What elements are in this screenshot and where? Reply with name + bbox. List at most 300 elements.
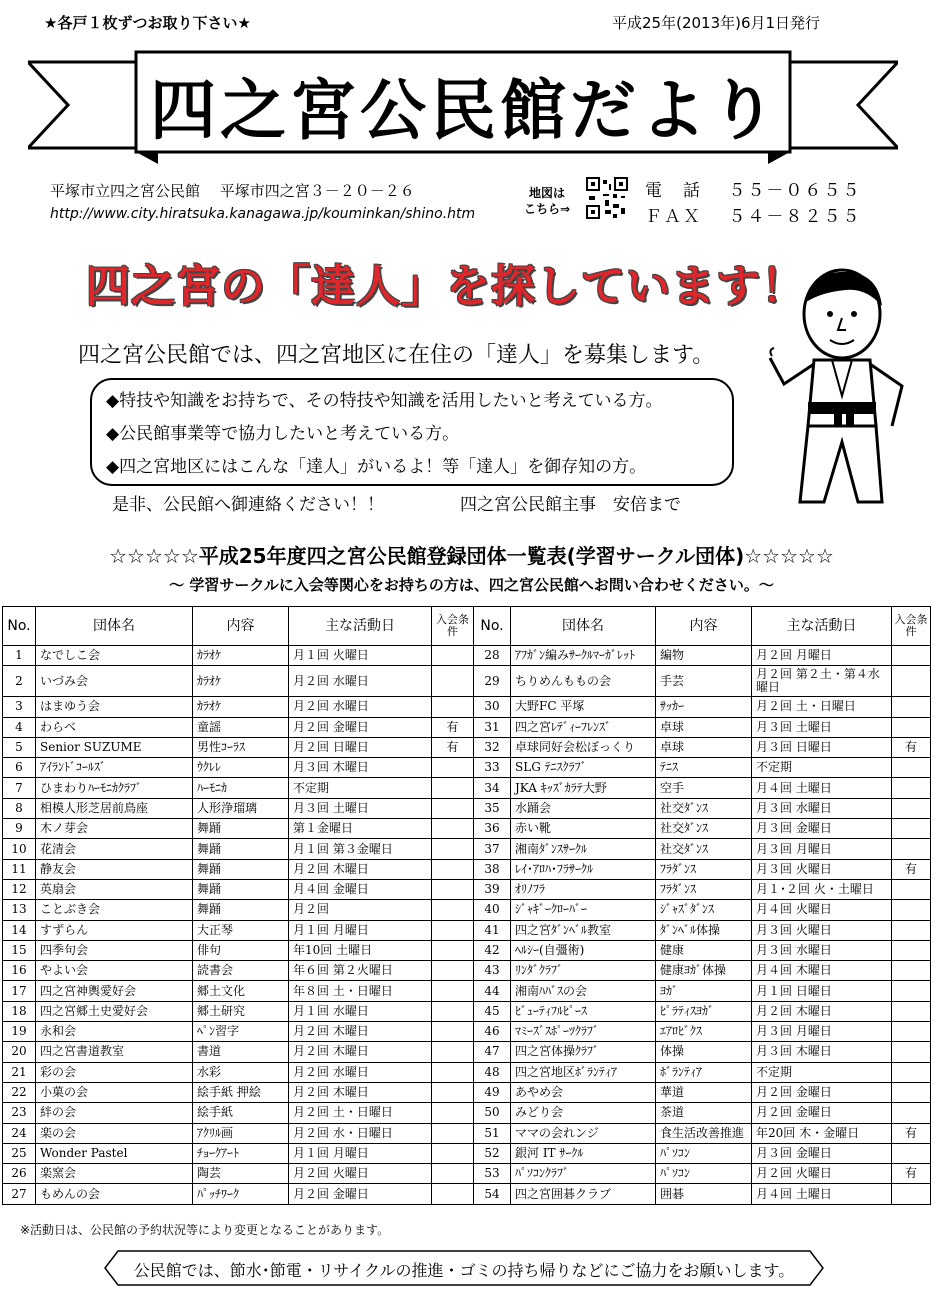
- cell-no: 51: [474, 1123, 511, 1143]
- cell-cond: [892, 798, 931, 818]
- newsletter-title: 四之宮公民館だより: [150, 71, 780, 149]
- cell-name: 卓球同好会松ぼっくり: [511, 737, 656, 757]
- cell-name: 四之宮地区ﾎﾞﾗﾝﾃｨｱ: [511, 1062, 656, 1082]
- cell-cond: 有: [432, 737, 474, 757]
- cell-name: ﾚｲ･ｱﾛﾊ･ﾌﾗｻｰｸﾙ: [511, 859, 656, 879]
- cell-content: ﾊﾟｿｺﾝ: [656, 1164, 752, 1184]
- cell-cond: [432, 778, 474, 798]
- cell-days: 月２回 金曜日: [289, 1184, 432, 1204]
- header-condition: 入会条件: [892, 607, 931, 646]
- cell-content: ﾊﾟｯﾁﾜｰｸ: [193, 1184, 289, 1204]
- cell-name: やよい会: [36, 961, 193, 981]
- cell-name: ママの会れンジ: [511, 1123, 656, 1143]
- cell-no: 7: [3, 778, 36, 798]
- recruit-intro: 四之宮公民館では、四之宮地区に在住の「達人」を募集します。: [78, 343, 715, 368]
- cell-content: ﾌﾗﾀﾞﾝｽ: [656, 879, 752, 899]
- cell-days: 月３回 金曜日: [752, 819, 892, 839]
- cell-no: 42: [474, 940, 511, 960]
- cell-days: 月３回 木曜日: [289, 758, 432, 778]
- cell-content: ﾖｶﾞ: [656, 981, 752, 1001]
- cell-no: 8: [3, 798, 36, 818]
- cell-days: 月２回 水曜日: [289, 1062, 432, 1082]
- cell-name: ﾏﾐｰｽﾞｽﾎﾟｰﾂｸﾗﾌﾞ: [511, 1022, 656, 1042]
- cell-content: 卓球: [656, 717, 752, 737]
- table-row: [3, 819, 931, 839]
- cell-cond: [432, 1001, 474, 1021]
- header-name: 団体名: [511, 607, 656, 646]
- cell-content: 舞踊: [193, 839, 289, 859]
- cell-days: 月４回 金曜日: [289, 879, 432, 899]
- cell-cond: [432, 819, 474, 839]
- cell-name: もめんの会: [36, 1184, 193, 1204]
- cell-content: 大正琴: [193, 920, 289, 940]
- cell-name: なでしこ会: [36, 646, 193, 666]
- table-row: [3, 900, 931, 920]
- cell-name: 四之宮ﾚﾃﾞｨｰﾌﾚﾝｽﾞ: [511, 717, 656, 737]
- header-content: 内容: [193, 607, 289, 646]
- cell-cond: [432, 646, 474, 666]
- cell-no: 33: [474, 758, 511, 778]
- cell-no: 20: [3, 1042, 36, 1062]
- header-no: No.: [3, 607, 36, 646]
- cell-content: 囲碁: [656, 1184, 752, 1204]
- cell-days: 月３回 火曜日: [752, 920, 892, 940]
- cell-days: 月３回 水曜日: [752, 798, 892, 818]
- address: 平塚市立四之宮公民館 平塚市四之宮３－２０－２６: [50, 182, 415, 200]
- cell-name: 木ノ芽会: [36, 819, 193, 839]
- cell-cond: [892, 1082, 931, 1102]
- cell-content: ｼﾞｬｽﾞﾀﾞﾝｽ: [656, 900, 752, 920]
- cell-no: 44: [474, 981, 511, 1001]
- cell-content: 絵手紙: [193, 1103, 289, 1123]
- cell-no: 14: [3, 920, 36, 940]
- cell-no: 25: [3, 1143, 36, 1163]
- cell-days: 月２回 第２土・第４水曜日: [752, 666, 892, 697]
- cell-name: 水踊会: [511, 798, 656, 818]
- cell-name: Wonder Pastel: [36, 1143, 193, 1163]
- cell-no: 32: [474, 737, 511, 757]
- cell-days: 月２回 木曜日: [752, 1001, 892, 1021]
- cell-cond: [892, 900, 931, 920]
- cell-no: 11: [3, 859, 36, 879]
- cell-days: 月２回 金曜日: [752, 1082, 892, 1102]
- table-row: [3, 1082, 931, 1102]
- header-content: 内容: [656, 607, 752, 646]
- table-row: [3, 1062, 931, 1082]
- cell-name: ことぶき会: [36, 900, 193, 920]
- header-days: 主な活動日: [289, 607, 432, 646]
- cell-content: 童謡: [193, 717, 289, 737]
- cell-content: ｴｱﾛﾋﾞｸｽ: [656, 1022, 752, 1042]
- website-url[interactable]: http://www.city.hiratsuka.kanagawa.jp/kouminkan/shino.htm: [50, 206, 476, 222]
- cell-days: 月３回 木曜日: [752, 1042, 892, 1062]
- cell-content: 読書会: [193, 961, 289, 981]
- cell-days: 月２回 金曜日: [289, 717, 432, 737]
- cell-content: 絵手紙 押絵: [193, 1082, 289, 1102]
- cell-cond: [892, 697, 931, 717]
- cell-cond: [432, 961, 474, 981]
- cell-cond: [892, 778, 931, 798]
- cell-days: 月１回 第３金曜日: [289, 839, 432, 859]
- cell-content: ﾊﾟｿｺﾝ: [656, 1143, 752, 1163]
- cell-content: 郷土文化: [193, 981, 289, 1001]
- cell-content: ｶﾗｵｹ: [193, 697, 289, 717]
- cell-cond: 有: [892, 859, 931, 879]
- table-row: [3, 839, 931, 859]
- cell-content: 舞踊: [193, 879, 289, 899]
- cell-name: いづみ会: [36, 666, 193, 697]
- cell-content: ﾁｮｰｸｱｰﾄ: [193, 1143, 289, 1163]
- cell-name: 楽の会: [36, 1123, 193, 1143]
- cell-no: 30: [474, 697, 511, 717]
- cell-cond: [432, 839, 474, 859]
- cell-name: ｱｲﾗﾝﾄﾞｺｰﾙｽﾞ: [36, 758, 193, 778]
- cell-no: 12: [3, 879, 36, 899]
- cell-name: 英扇会: [36, 879, 193, 899]
- cell-name: みどり会: [511, 1103, 656, 1123]
- cell-no: 18: [3, 1001, 36, 1021]
- cell-no: 54: [474, 1184, 511, 1204]
- cell-cond: 有: [432, 717, 474, 737]
- cell-cond: [432, 1022, 474, 1042]
- cell-no: 10: [3, 839, 36, 859]
- cell-name: すずらん: [36, 920, 193, 940]
- cell-days: 不定期: [289, 778, 432, 798]
- cell-no: 23: [3, 1103, 36, 1123]
- cell-content: ｳｸﾚﾚ: [193, 758, 289, 778]
- cell-no: 1: [3, 646, 36, 666]
- cell-cond: [432, 798, 474, 818]
- circle-table: [2, 606, 931, 1205]
- footer-message: 公民館では、節水･節電・リサイクルの推進・ゴミの持ち帰りなどにご協力をお願いします。: [133, 1261, 795, 1280]
- criteria-item: ◆四之宮地区にはこんな「達人」がいるよ！等「達人」を御存知の方。: [106, 457, 647, 477]
- cell-name: あやめ会: [511, 1082, 656, 1102]
- cell-content: 健康ﾖｶﾞ体操: [656, 961, 752, 981]
- map-label-line2: こちら⇒: [524, 202, 571, 216]
- cell-days: 月３回 日曜日: [752, 737, 892, 757]
- header-name: 団体名: [36, 607, 193, 646]
- cell-content: 男性ｺｰﾗｽ: [193, 737, 289, 757]
- cell-name: ｼﾞｬｷﾞｰｸﾛｰﾊﾞｰ: [511, 900, 656, 920]
- cell-days: 月３回 火曜日: [752, 859, 892, 879]
- cell-no: 35: [474, 798, 511, 818]
- cell-cond: [432, 920, 474, 940]
- recruit-headline: 四之宮の「達人」を探しています！: [86, 261, 806, 312]
- cell-days: 不定期: [752, 1062, 892, 1082]
- cell-content: 俳句: [193, 940, 289, 960]
- circle-list-subtitle: ～ 学習サークルに入会等関心をお持ちの方は、四之宮公民館へお問い合わせください。～: [169, 576, 774, 594]
- table-row: [3, 1103, 931, 1123]
- cell-name: ﾊﾟｿｺﾝｸﾗﾌﾞ: [511, 1164, 656, 1184]
- cell-cond: [432, 879, 474, 899]
- recruit-criteria-box: [90, 378, 734, 486]
- cell-name: 四季句会: [36, 940, 193, 960]
- cell-name: はまゆう会: [36, 697, 193, 717]
- footnote: ※活動日は、公民館の予約状況等により変更となることがあります。: [20, 1223, 390, 1237]
- cell-content: 水彩: [193, 1062, 289, 1082]
- cell-days: 月１回 火曜日: [289, 646, 432, 666]
- table-row: [3, 1143, 931, 1163]
- cell-name: 湘南ﾊﾊﾞｽの会: [511, 981, 656, 1001]
- cell-content: 舞踊: [193, 900, 289, 920]
- cell-cond: [892, 819, 931, 839]
- cell-days: 月２回 金曜日: [752, 1103, 892, 1123]
- cell-days: 月１回 月曜日: [289, 1143, 432, 1163]
- cell-days: 月２回 土・日曜日: [752, 697, 892, 717]
- cell-name: 絆の会: [36, 1103, 193, 1123]
- cell-content: ﾋﾟﾗﾃｨｽﾖｶﾞ: [656, 1001, 752, 1021]
- cell-days: 月３回 月曜日: [752, 1022, 892, 1042]
- cell-no: 2: [3, 666, 36, 697]
- cell-no: 21: [3, 1062, 36, 1082]
- cell-days: 月２回 日曜日: [289, 737, 432, 757]
- cell-cond: [892, 839, 931, 859]
- cell-cond: [432, 1042, 474, 1062]
- cell-cond: [432, 1062, 474, 1082]
- cell-days: 月４回 木曜日: [752, 961, 892, 981]
- cell-name: ﾋﾞｭｰﾃｨﾌﾙﾋﾟｰｽ: [511, 1001, 656, 1021]
- cell-content: ﾀﾞﾝﾍﾞﾙ体操: [656, 920, 752, 940]
- cell-content: 舞踊: [193, 859, 289, 879]
- table-row: [3, 859, 931, 879]
- cell-no: 29: [474, 666, 511, 697]
- cell-name: ｵﾘﾉﾌﾗ: [511, 879, 656, 899]
- cell-no: 26: [3, 1164, 36, 1184]
- cell-days: 月４回 火曜日: [752, 900, 892, 920]
- table-row: [3, 1042, 931, 1062]
- cell-content: ｶﾗｵｹ: [193, 666, 289, 697]
- cell-cond: [432, 1103, 474, 1123]
- cell-no: 43: [474, 961, 511, 981]
- cell-name: 大野FC 平塚: [511, 697, 656, 717]
- table-row: [3, 1184, 931, 1204]
- cell-cond: [432, 1082, 474, 1102]
- cell-no: 3: [3, 697, 36, 717]
- qr-code-icon[interactable]: [585, 176, 629, 220]
- cell-cond: [892, 920, 931, 940]
- map-label: [524, 185, 570, 217]
- cell-content: 健康: [656, 940, 752, 960]
- cell-no: 37: [474, 839, 511, 859]
- cell-no: 53: [474, 1164, 511, 1184]
- cell-name: 四之宮体操ｸﾗﾌﾞ: [511, 1042, 656, 1062]
- cell-cond: [892, 981, 931, 1001]
- cell-no: 36: [474, 819, 511, 839]
- cell-days: 月４回 土曜日: [752, 1184, 892, 1204]
- cell-name: ちりめんももの会: [511, 666, 656, 697]
- header-days: 主な活動日: [752, 607, 892, 646]
- cell-content: 陶芸: [193, 1164, 289, 1184]
- cell-cond: [892, 646, 931, 666]
- telephone: 電 話 ５５－０６５５: [645, 181, 862, 201]
- cell-content: ﾎﾞﾗﾝﾃｨｱ: [656, 1062, 752, 1082]
- cell-no: 46: [474, 1022, 511, 1042]
- cell-days: 月２回 水・日曜日: [289, 1123, 432, 1143]
- cell-cond: 有: [892, 1164, 931, 1184]
- circle-list-title: ☆☆☆☆☆平成25年度四之宮公民館登録団体一覧表(学習サークル団体)☆☆☆☆☆: [109, 544, 834, 568]
- cell-cond: [892, 1042, 931, 1062]
- fax: ＦＡＸ ５４－８２５５: [645, 207, 862, 227]
- cell-days: 月１･２回 火・土曜日: [752, 879, 892, 899]
- table-row: [3, 1123, 931, 1143]
- cell-days: 月２回 木曜日: [289, 859, 432, 879]
- cell-content: 体操: [656, 1042, 752, 1062]
- cell-cond: [892, 961, 931, 981]
- table-row: [3, 879, 931, 899]
- karate-man-illustration: [762, 266, 922, 516]
- cell-no: 49: [474, 1082, 511, 1102]
- cell-days: 月４回 土曜日: [752, 778, 892, 798]
- map-label-line1: 地図は: [529, 186, 566, 200]
- cell-content: 人形浄瑠璃: [193, 798, 289, 818]
- cell-name: 四之宮書道教室: [36, 1042, 193, 1062]
- cell-days: 月３回 土曜日: [752, 717, 892, 737]
- table-row: [3, 798, 931, 818]
- cell-days: 年８回 土・日曜日: [289, 981, 432, 1001]
- table-row: [3, 666, 931, 697]
- cell-cond: [892, 1062, 931, 1082]
- table-row: [3, 1022, 931, 1042]
- cell-name: ひまわりﾊｰﾓﾆｶｸﾗﾌﾞ: [36, 778, 193, 798]
- cell-days: 不定期: [752, 758, 892, 778]
- cell-name: Senior SUZUME: [36, 737, 193, 757]
- cell-days: 年20回 木・金曜日: [752, 1123, 892, 1143]
- cell-cond: [892, 1184, 931, 1204]
- cell-no: 52: [474, 1143, 511, 1163]
- table-row: [3, 1164, 931, 1184]
- cell-content: ﾌﾗﾀﾞﾝｽ: [656, 859, 752, 879]
- cell-no: 15: [3, 940, 36, 960]
- cell-days: 月２回 火曜日: [289, 1164, 432, 1184]
- cell-days: 月３回 月曜日: [752, 839, 892, 859]
- cell-days: 年６回 第２火曜日: [289, 961, 432, 981]
- cell-no: 13: [3, 900, 36, 920]
- cell-no: 22: [3, 1082, 36, 1102]
- cell-name: 永和会: [36, 1022, 193, 1042]
- cell-no: 41: [474, 920, 511, 940]
- cell-content: 書道: [193, 1042, 289, 1062]
- cell-no: 47: [474, 1042, 511, 1062]
- cell-content: 社交ﾀﾞﾝｽ: [656, 798, 752, 818]
- cell-no: 4: [3, 717, 36, 737]
- cell-no: 16: [3, 961, 36, 981]
- cell-name: SLG ﾃﾆｽｸﾗﾌﾞ: [511, 758, 656, 778]
- cell-days: 月２回 木曜日: [289, 1022, 432, 1042]
- cell-days: 月２回 水曜日: [289, 697, 432, 717]
- cell-name: 楽窯会: [36, 1164, 193, 1184]
- cell-cond: 有: [892, 1123, 931, 1143]
- cell-days: 月３回 金曜日: [752, 1143, 892, 1163]
- distribution-note: ★各戸１枚ずつお取り下さい★: [44, 14, 251, 32]
- table-row: [3, 697, 931, 717]
- cell-name: ｱﾌｶﾞﾝ編みｻｰｸﾙﾏｰｶﾞﾚｯﾄ: [511, 646, 656, 666]
- cell-days: 月３回 水曜日: [752, 940, 892, 960]
- cell-no: 5: [3, 737, 36, 757]
- cell-name: 花清会: [36, 839, 193, 859]
- cell-cond: [432, 1123, 474, 1143]
- cell-content: 郷土研究: [193, 1001, 289, 1021]
- table-row: [3, 646, 931, 666]
- table-row: [3, 920, 931, 940]
- cell-cond: [892, 1143, 931, 1163]
- cell-cond: [892, 1001, 931, 1021]
- cell-cond: [432, 1184, 474, 1204]
- cell-cond: [432, 697, 474, 717]
- table-row: [3, 758, 931, 778]
- cell-days: 月１回 月曜日: [289, 920, 432, 940]
- cell-content: 茶道: [656, 1103, 752, 1123]
- cell-days: 月２回 火曜日: [752, 1164, 892, 1184]
- header-no: No.: [474, 607, 511, 646]
- cell-cond: [892, 666, 931, 697]
- cell-days: 月２回 月曜日: [752, 646, 892, 666]
- cell-no: 27: [3, 1184, 36, 1204]
- cell-name: 赤い靴: [511, 819, 656, 839]
- cell-content: 食生活改善推進: [656, 1123, 752, 1143]
- cell-no: 31: [474, 717, 511, 737]
- cell-name: 四之宮囲碁クラブ: [511, 1184, 656, 1204]
- cell-no: 9: [3, 819, 36, 839]
- cell-cond: [432, 859, 474, 879]
- cell-name: 彩の会: [36, 1062, 193, 1082]
- criteria-item: ◆公民館事業等で協力したいと考えている方。: [106, 424, 460, 444]
- cell-content: ﾍﾟﾝ習字: [193, 1022, 289, 1042]
- cell-cond: [432, 981, 474, 1001]
- cell-days: 月１回 水曜日: [289, 1001, 432, 1021]
- cell-content: 社交ﾀﾞﾝｽ: [656, 839, 752, 859]
- table-row: [3, 1001, 931, 1021]
- cell-no: 38: [474, 859, 511, 879]
- cell-name: 小菓の会: [36, 1082, 193, 1102]
- cell-content: 社交ﾀﾞﾝｽ: [656, 819, 752, 839]
- cell-days: 第１金曜日: [289, 819, 432, 839]
- cell-cond: [432, 758, 474, 778]
- cell-name: 四之宮神輿愛好会: [36, 981, 193, 1001]
- cell-cond: [432, 900, 474, 920]
- cell-cond: [432, 666, 474, 697]
- cell-days: 月３回 土曜日: [289, 798, 432, 818]
- cell-name: ﾍﾙｼｰ(自彊術): [511, 940, 656, 960]
- cell-no: 39: [474, 879, 511, 899]
- cell-no: 28: [474, 646, 511, 666]
- cell-no: 45: [474, 1001, 511, 1021]
- cell-name: わらべ: [36, 717, 193, 737]
- cell-cond: [892, 717, 931, 737]
- table-row: [3, 940, 931, 960]
- cell-content: 卓球: [656, 737, 752, 757]
- cell-name: 相模人形芝居前鳥座: [36, 798, 193, 818]
- cell-days: 月１回 日曜日: [752, 981, 892, 1001]
- cell-no: 17: [3, 981, 36, 1001]
- table-row: [3, 981, 931, 1001]
- cell-name: JKA ｷｯｽﾞｶﾗﾃ大野: [511, 778, 656, 798]
- cell-cond: [892, 1103, 931, 1123]
- cell-days: 月２回 水曜日: [289, 666, 432, 697]
- cell-cond: [432, 1164, 474, 1184]
- cell-content: 編物: [656, 646, 752, 666]
- cell-content: 華道: [656, 1082, 752, 1102]
- cell-cond: [432, 1143, 474, 1163]
- cell-no: 48: [474, 1062, 511, 1082]
- cell-content: 手芸: [656, 666, 752, 697]
- cell-no: 34: [474, 778, 511, 798]
- issue-date: 平成25年(2013年)6月1日発行: [612, 14, 821, 32]
- table-row: [3, 778, 931, 798]
- cell-days: 月２回 土・日曜日: [289, 1103, 432, 1123]
- table-row: [3, 737, 931, 757]
- cell-content: ﾊｰﾓﾆｶ: [193, 778, 289, 798]
- table-row: [3, 717, 931, 737]
